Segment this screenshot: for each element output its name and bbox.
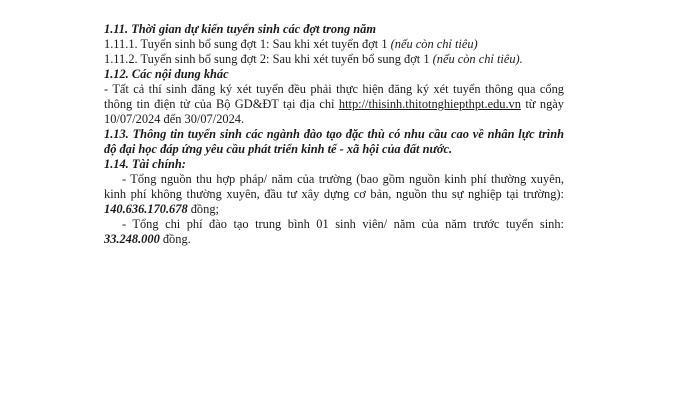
item-1-11-2-note: (nếu còn chỉ tiêu).	[432, 52, 523, 66]
revenue-unit: đồng;	[187, 202, 219, 216]
cost-unit: đồng.	[159, 232, 191, 246]
item-1-11-1-text: 1.11.1. Tuyển sinh bổ sung đợt 1: Sau khi xét tuyển đợt 1	[104, 37, 391, 51]
section-heading-1-14: 1.14. Tài chính:	[104, 157, 186, 171]
revenue-value: 140.636.170.678	[104, 202, 188, 216]
item-1-11-1-note: (nếu còn chỉ tiêu)	[390, 37, 478, 51]
paragraph-1-14-revenue	[104, 172, 564, 217]
paragraph-1-11-1	[104, 37, 564, 52]
revenue-text: - Tổng nguồn thu hợp pháp/ năm của trường (bao gồm nguồn kinh phí thường xuyên, kinh phí không thường xuyên, đầu tư xây dựng cơ bản, nguồn thu sự nghiệp tại trường):	[104, 172, 564, 201]
registration-portal-link[interactable]: http://thisinh.thitotnghiepthpt.edu.vn	[338, 97, 521, 111]
document-content	[104, 22, 564, 247]
section-heading-1-12: 1.12. Các nội dung khác	[104, 67, 229, 81]
item-1-11-2-text: 1.11.2. Tuyển sinh bổ sung đợt 2: Sau khi xét tuyển bổ sung đợt 1	[104, 52, 433, 66]
paragraph-1-12-text: - Tất cả thí sinh đăng ký xét tuyển đều phải thực hiện đăng ký xét tuyển thông qua cổng thông tin điện tử của Bộ GD&ĐT tại địa chỉ	[104, 82, 564, 111]
paragraph-1-14-cost	[104, 217, 564, 247]
cost-text: - Tổng chi phí đào tạo trung bình 01 sinh viên/ năm của năm trước tuyển sinh:	[122, 217, 564, 231]
cost-value: 33.248.000	[104, 232, 160, 246]
paragraph-1-11-2	[104, 52, 564, 67]
section-heading-1-13: 1.13. Thông tin tuyển sinh các ngành đào tạo đặc thù có nhu cầu cao về nhân lực trình độ đại học đáp ứng yêu cầu phát triển kinh tế - xã hội của đất nước.	[104, 127, 564, 156]
paragraph-1-12-dates: từ ngày 10/07/2024 đến 30/07/2024.	[104, 97, 564, 126]
section-heading-1-11: 1.11. Thời gian dự kiến tuyển sinh các đợt trong năm	[104, 22, 377, 36]
paragraph-1-12	[104, 82, 564, 127]
